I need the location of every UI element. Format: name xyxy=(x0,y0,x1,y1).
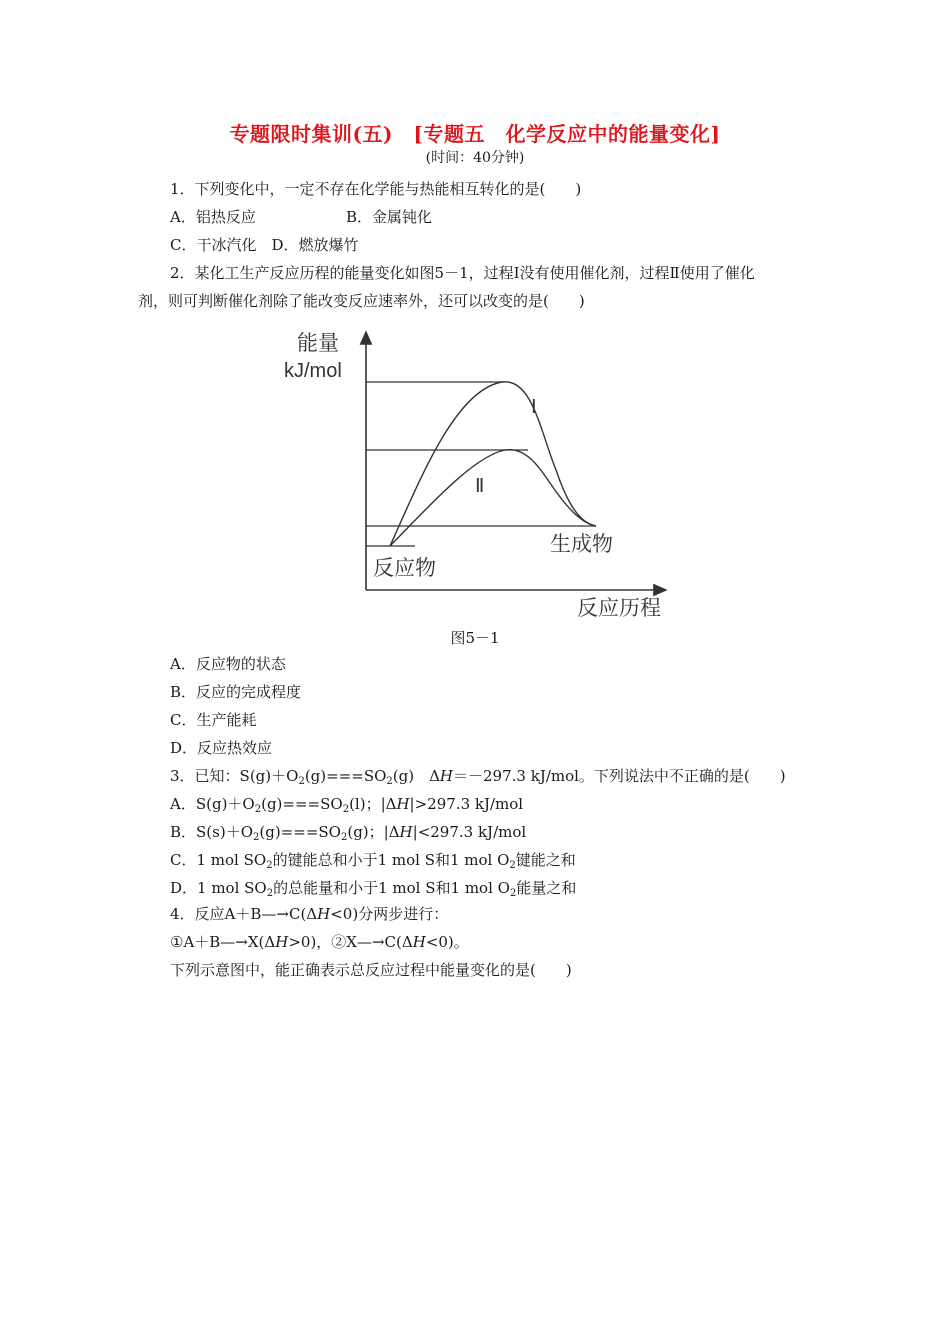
q4-stem-part: <0)分两步进行： xyxy=(330,905,449,923)
q3-opt-b-part: B．S(s)＋O xyxy=(170,823,253,841)
q3-opt-c-part: 键能之和 xyxy=(515,851,576,869)
curve-1 xyxy=(390,382,596,546)
subscript: 2 xyxy=(509,888,517,899)
q1-stem: 1．下列变化中，一定不存在化学能与热能相互转化的是( ) xyxy=(170,180,582,198)
time-note: (时间：40分钟) xyxy=(425,150,525,166)
enthalpy-symbol: H xyxy=(412,933,426,951)
q2-option-a: A．反应物的状态 xyxy=(170,655,286,673)
q3-opt-c-part: 的键能总和小于1 mol S和1 mol O xyxy=(272,851,510,869)
subscript: 2 xyxy=(340,832,348,843)
q1-option-cd: C．干冰汽化 D．燃放爆竹 xyxy=(170,236,359,254)
q3-opt-b-part: |<297.3 kJ/mol xyxy=(412,823,527,841)
subscript: 2 xyxy=(254,804,262,815)
q4-stem-part: 4．反应A＋B—→C(Δ xyxy=(170,905,318,923)
q4-stem-line3: 下列示意图中，能正确表示总反应过程中能量变化的是( ) xyxy=(170,961,572,979)
q2-stem-line2: 剂，则可判断催化剂除了能改变反应速率外，还可以改变的是( ) xyxy=(138,292,585,310)
q3-stem-part: (g) Δ xyxy=(392,767,440,785)
subscript: 2 xyxy=(266,860,273,871)
q4-steps-part: <0)。 xyxy=(425,933,469,951)
subscript: 2 xyxy=(266,888,274,899)
q3-opt-d-part: D．1 mol SO xyxy=(170,879,267,897)
q1-option-a: A．铝热反应 xyxy=(170,208,256,226)
q3-opt-b-part: (g)===SO xyxy=(259,823,341,841)
q3-opt-b-part: (g)；|Δ xyxy=(347,823,400,841)
product-label: 生成物 xyxy=(550,533,613,556)
curve-2 xyxy=(390,450,596,546)
q3-stem xyxy=(170,766,786,792)
enthalpy-symbol: H xyxy=(439,767,454,785)
x-axis-label: 反应历程 xyxy=(577,597,661,620)
q4-stem xyxy=(170,904,448,924)
q3-option-d xyxy=(170,878,576,904)
q3-opt-c-part: C．1 mol SO xyxy=(170,851,267,869)
q3-option-a xyxy=(170,794,523,820)
q3-stem-part: ＝－297.3 kJ/mol。下列说法中不正确的是( ) xyxy=(453,767,786,785)
enthalpy-symbol: H xyxy=(275,933,289,951)
q2-option-c: C．生产能耗 xyxy=(170,711,257,729)
subscript: 2 xyxy=(342,804,350,815)
subscript: 2 xyxy=(386,776,393,787)
subscript: 2 xyxy=(509,860,516,871)
q3-opt-a-part: (l)；|Δ xyxy=(349,795,397,813)
figure-caption: 图5－1 xyxy=(450,629,500,647)
q3-opt-a-part: |>297.3 kJ/mol xyxy=(409,795,524,813)
q3-opt-a-part: A．S(g)＋O xyxy=(170,795,255,813)
reactant-label: 反应物 xyxy=(373,557,436,580)
enthalpy-symbol: H xyxy=(399,823,413,841)
q2-stem-line1: 2．某化工生产反应历程的能量变化如图5－1，过程Ⅰ没有使用催化剂，过程Ⅱ使用了催化 xyxy=(170,264,755,282)
q2-option-b: B．反应的完成程度 xyxy=(170,683,302,701)
y-axis-label-line2: kJ/mol xyxy=(284,360,342,382)
energy-diagram xyxy=(270,320,680,620)
subscript: 2 xyxy=(253,832,260,843)
y-axis-label-line1: 能量 xyxy=(297,332,339,355)
enthalpy-symbol: H xyxy=(396,795,410,813)
q3-stem-part: (g)===SO xyxy=(304,767,387,785)
q3-opt-d-part: 的总能量和小于1 mol S和1 mol O xyxy=(273,879,510,897)
q4-steps xyxy=(170,932,469,952)
q3-opt-a-part: (g)===SO xyxy=(261,795,343,813)
q3-stem-part: 3．已知：S(g)＋O xyxy=(170,767,299,785)
q4-steps-part: ①A＋B—→X(Δ xyxy=(170,933,276,951)
curve-1-label: Ⅰ xyxy=(531,397,537,418)
q1-option-b: B．金属钝化 xyxy=(346,208,433,226)
subscript: 2 xyxy=(298,776,305,787)
page-title: 专题限时集训(五) [专题五 化学反应中的能量变化] xyxy=(229,122,721,146)
curve-2-label: Ⅱ xyxy=(475,476,485,497)
q3-opt-d-part: 能量之和 xyxy=(516,879,577,897)
q3-option-c xyxy=(170,850,576,876)
q3-option-b xyxy=(170,822,526,848)
q2-option-d: D．反应热效应 xyxy=(170,739,273,757)
enthalpy-symbol: H xyxy=(317,905,331,923)
q4-steps-part: >0)，②X—→C(Δ xyxy=(288,933,413,951)
